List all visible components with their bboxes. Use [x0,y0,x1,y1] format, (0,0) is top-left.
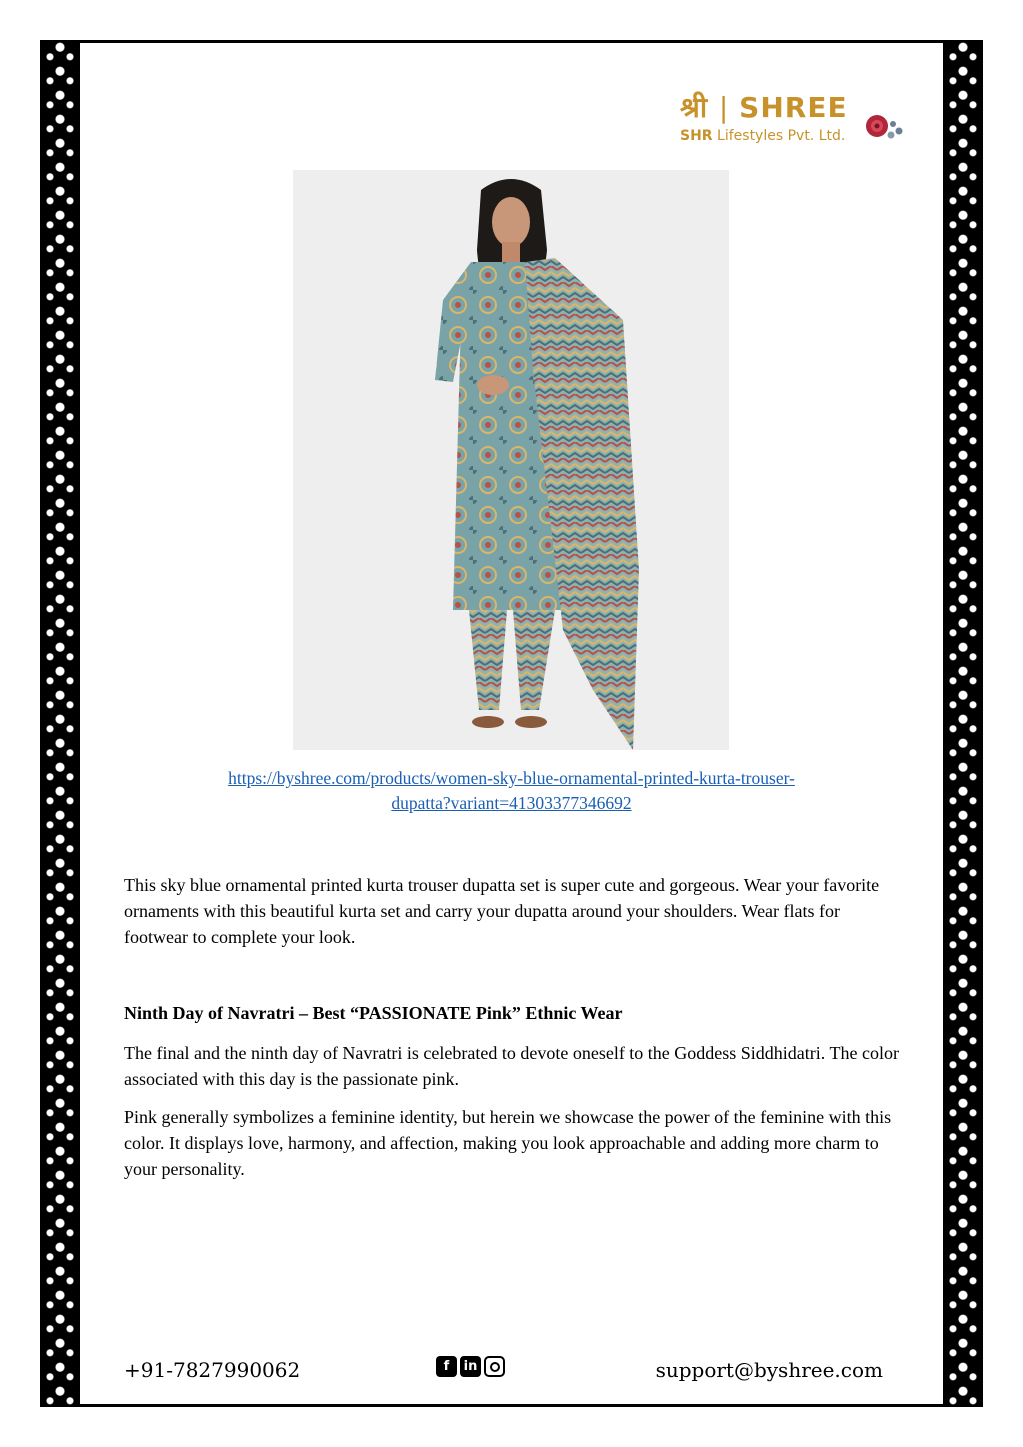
logo-wordmark: श्री | SHREE [680,91,848,124]
footer-phone[interactable]: +91-7827990062 [124,1358,301,1382]
footer-email[interactable]: support@byshree.com [655,1358,883,1382]
section-heading: Ninth Day of Navratri – Best “PASSIONATE Pink” Ethnic Wear [124,1003,623,1023]
product-link-line-2[interactable]: dupatta?variant=41303377346692 [391,793,632,813]
product-link[interactable] [150,766,873,816]
logo-name: SHREE [739,91,848,124]
product-link-line-1[interactable]: https://byshree.com/products/women-sky-blue-ornamental-printed-kurta-trouser- [228,768,795,788]
logo-company [680,128,845,144]
instagram-icon[interactable] [484,1356,505,1377]
border-bottom [80,1404,943,1407]
product-photo [293,170,729,750]
linkedin-icon[interactable]: in [460,1356,481,1377]
description-paragraph: This sky blue ornamental printed kurta trouser dupatta set is super cute and gorgeous. Wear your favorite ornaments with this beautiful kurta set and carry your dupatta around your shoulders. Wear flats for footwear to complete your look. [124,875,880,947]
logo-devanagari: श्री [680,91,709,124]
model-in-kurta-illustration [293,170,729,750]
navratri-paragraph: The final and the ninth day of Navratri is celebrated to devote oneself to the Goddess Siddhidatri. The color associated with this day is the passionate pink. [124,1043,899,1089]
logo-company-rest: Lifestyles Pvt. Ltd. [712,128,846,144]
logo-company-bold: SHR [680,128,713,144]
border-strip-right [943,40,983,1407]
flower-icon [863,112,907,144]
facebook-icon[interactable]: f [436,1356,457,1377]
shree-logo [680,88,910,158]
pink-paragraph: Pink generally symbolizes a feminine identity, but herein we showcase the power of the feminine with this color. It displays love, harmony, and affection, making you look approachable and adding more charm to your personality. [124,1107,892,1179]
border-strip-left [40,40,80,1407]
social-icons [436,1356,505,1377]
